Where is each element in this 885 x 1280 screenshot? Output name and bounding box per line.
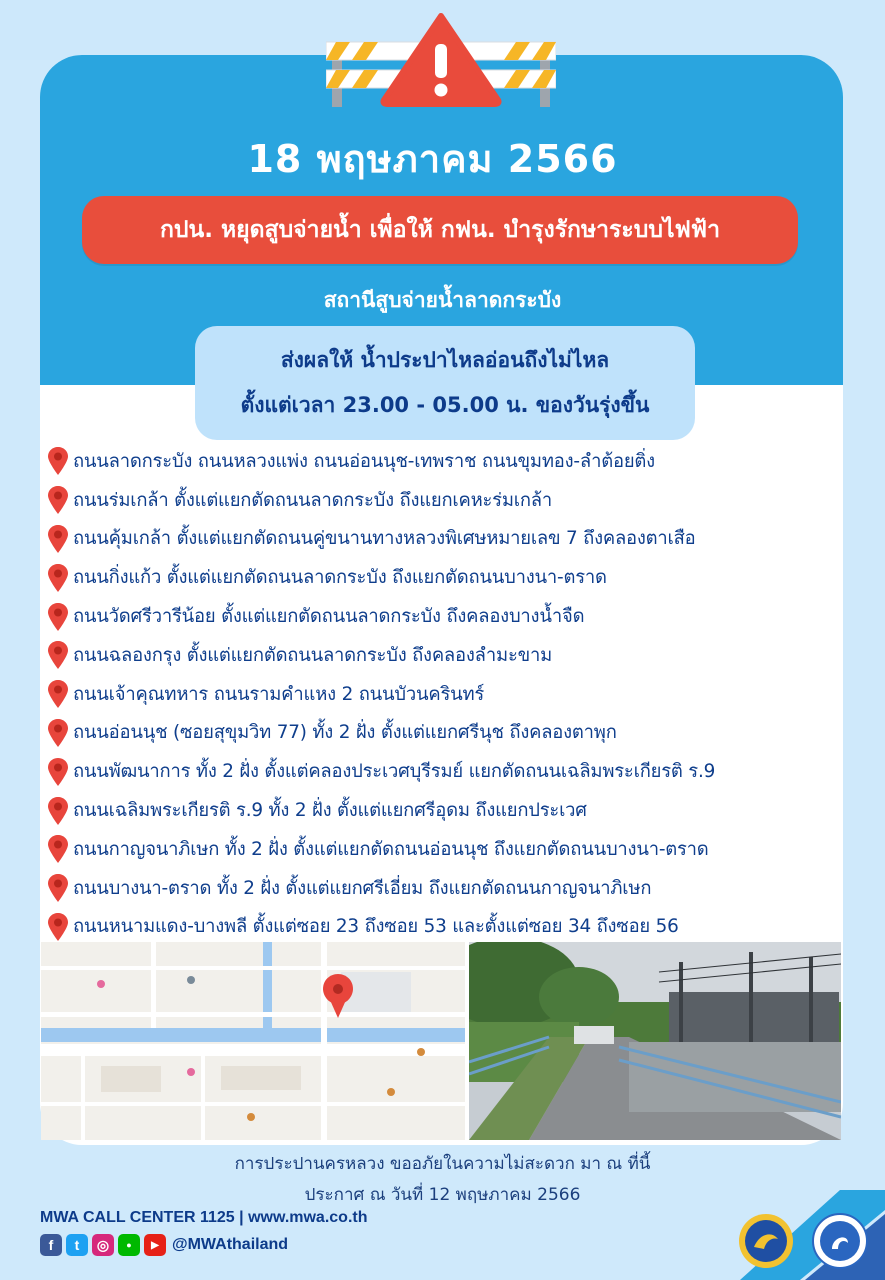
road-item-text: ถนนกิ่งแก้ว ตั้งแต่แยกตัดถนนลาดกระบัง ถึงแยกตัดถนนบางนา-ตราด — [73, 567, 607, 589]
road-item-text: ถนนร่มเกล้า ตั้งแต่แยกตัดถนนลาดกระบัง ถึงแยกเคหะร่มเกล้า — [73, 489, 553, 511]
road-item — [47, 908, 867, 947]
road-item — [47, 830, 867, 869]
location-pin-icon — [47, 834, 69, 864]
notice-date: 18 พฤษภาคม 2566 — [247, 137, 618, 181]
effect-line-1: ส่งผลให้ น้ำประปาไหลอ่อนถึงไม่ไหล — [280, 348, 610, 372]
location-pin-icon — [47, 796, 69, 826]
facebook-icon[interactable]: f — [40, 1234, 62, 1256]
road-item-text: ถนนพัฒนาการ ทั้ง 2 ฝั่ง ตั้งแต่คลองประเวศบุรีรมย์ แยกตัดถนนเฉลิมพระเกียรติ ร.9 — [73, 761, 716, 783]
location-pin-icon — [47, 446, 69, 476]
road-item-text: ถนนเจ้าคุณทหาร ถนนรามคำแหง 2 ถนนบัวนครินทร์ — [73, 683, 485, 705]
road-item — [47, 869, 867, 908]
road-item-text: ถนนอ่อนนุช (ซอยสุขุมวิท 77) ทั้ง 2 ฝั่ง ตั้งแต่แยกศรีนุช ถึงคลองตาพุก — [73, 722, 617, 744]
youtube-icon[interactable]: ▶ — [144, 1234, 166, 1256]
location-pin-icon — [47, 485, 69, 515]
social-handle[interactable]: @MWAthailand — [172, 1236, 289, 1253]
effect-line-2: ตั้งแต่เวลา 23.00 - 05.00 น. ของวันรุ่งขึ้น — [240, 393, 650, 417]
location-pin-icon — [47, 757, 69, 787]
road-item — [47, 636, 867, 675]
road-item-text: ถนนวัดศรีวารีน้อย ตั้งแต่แยกตัดถนนลาดกระบัง ถึงคลองบางน้ำจืด — [73, 606, 585, 628]
apology-text: การประปานครหลวง ขออภัยในความไม่สะดวก มา ณ ที่นี้ — [234, 1154, 651, 1174]
line-icon[interactable]: ● — [118, 1234, 140, 1256]
location-map — [41, 942, 465, 1140]
location-pin-icon — [47, 602, 69, 632]
twitter-icon[interactable]: t — [66, 1234, 88, 1256]
road-item — [47, 558, 867, 597]
road-item-text: ถนนบางนา-ตราด ทั้ง 2 ฝั่ง ตั้งแต่แยกศรีเอี่ยม ถึงแยกตัดถนนกาญจนาภิเษก — [73, 877, 652, 899]
location-pin-icon — [47, 718, 69, 748]
road-item — [47, 520, 867, 559]
social-links — [40, 1234, 288, 1256]
instagram-icon[interactable]: ◎ — [92, 1234, 114, 1256]
location-pin-icon — [47, 524, 69, 554]
road-item — [47, 675, 867, 714]
mwa-emblem-logo — [738, 1213, 794, 1269]
road-item-text: ถนนกาญจนาภิเษก ทั้ง 2 ฝั่ง ตั้งแต่แยกตัดถนนอ่อนนุช ถึงแยกตัดถนนบางนา-ตราด — [73, 838, 709, 860]
road-item-text: ถนนหนามแดง-บางพลี ตั้งแต่ซอย 23 ถึงซอย 53 และตั้งแต่ซอย 34 ถึงซอย 56 — [73, 916, 679, 938]
road-item — [47, 597, 867, 636]
location-pin-icon — [47, 912, 69, 942]
announce-date: ประกาศ ณ วันที่ 12 พฤษภาคม 2566 — [304, 1185, 581, 1205]
call-center-text: MWA CALL CENTER 1125 | www.mwa.co.th — [40, 1209, 368, 1226]
road-item-text: ถนนลาดกระบัง ถนนหลวงแพ่ง ถนนอ่อนนุช-เทพราช ถนนขุมทอง-ลำต้อยติ่ง — [73, 450, 655, 472]
road-item — [47, 752, 867, 791]
location-pin-icon — [47, 873, 69, 903]
road-item-text: ถนนฉลองกรุง ตั้งแต่แยกตัดถนนลาดกระบัง ถึงคลองลำมะขาม — [73, 644, 553, 666]
station-name: สถานีสูบจ่ายน้ำลาดกระบัง — [323, 288, 562, 312]
road-item — [47, 714, 867, 753]
government-seal-logo — [812, 1213, 868, 1269]
warning-triangle-icon — [326, 12, 556, 107]
notice-headline: กปน. หยุดสูบจ่ายน้ำ เพื่อให้ กฟน. บำรุงรักษาระบบไฟฟ้า — [82, 196, 798, 264]
road-item-text: ถนนเฉลิมพระเกียรติ ร.9 ทั้ง 2 ฝั่ง ตั้งแต่แยกศรีอุดม ถึงแยกประเวศ — [73, 800, 587, 822]
pump-station-photo — [469, 942, 841, 1140]
location-pin-icon — [47, 640, 69, 670]
location-pin-icon — [47, 679, 69, 709]
road-item-text: ถนนคุ้มเกล้า ตั้งแต่แยกตัดถนนคู่ขนานทางหลวงพิเศษหมายเลข 7 ถึงคลองตาเสือ — [73, 528, 696, 550]
location-pin-icon — [47, 563, 69, 593]
effect-box — [195, 326, 695, 440]
road-item — [47, 481, 867, 520]
road-item — [47, 791, 867, 830]
road-item — [47, 442, 867, 481]
affected-roads-list — [47, 442, 867, 946]
